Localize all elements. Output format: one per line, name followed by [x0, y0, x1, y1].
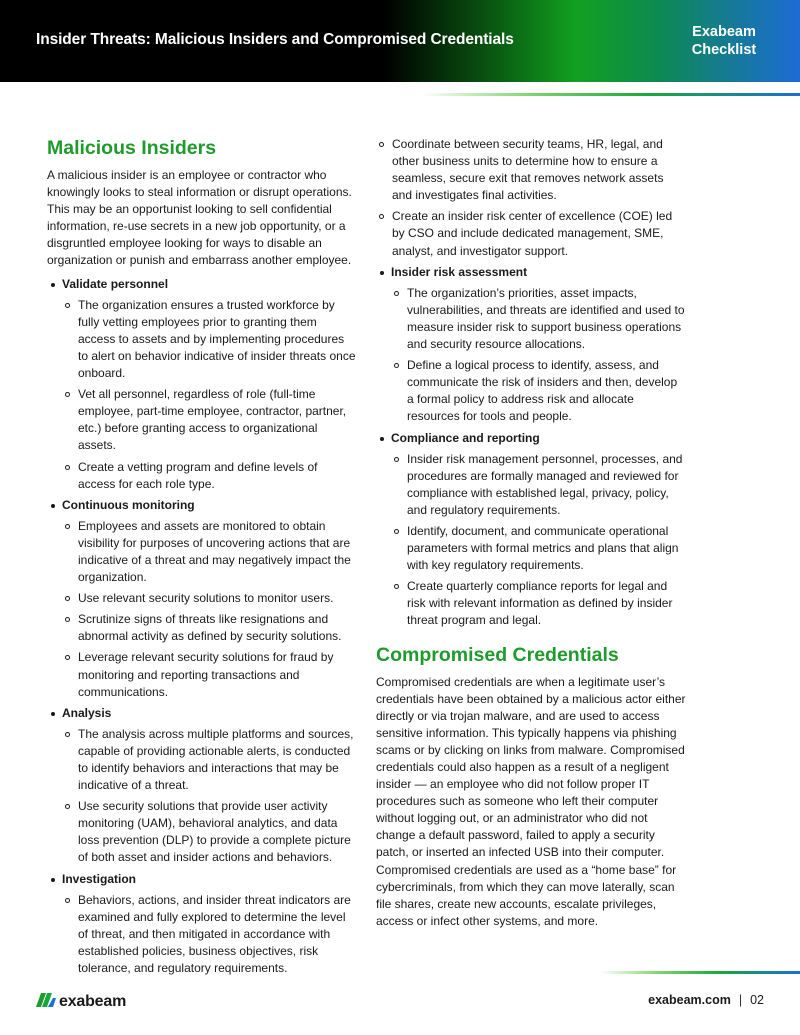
left-column — [47, 135, 357, 981]
accent-line-bottom — [600, 971, 800, 974]
sub-item: Create quarterly compliance reports for legal and risk with relevant information as defined by insider threat program and legal. — [391, 578, 686, 629]
checklist-item — [47, 276, 357, 493]
exabeam-mark-icon — [36, 993, 56, 1012]
sub-list — [391, 285, 686, 426]
sub-item: Insider risk management personnel, processes, and procedures are formally managed and reviewed for compliance with established legal, privacy, policy, and regulatory requirements. — [391, 451, 686, 519]
checklist-item — [376, 430, 686, 630]
sub-item: Behaviors, actions, and insider threat indicators are examined and fully explored to determine the level of threat, and then mitigated in accordance with established policies, business objectives, risk tolerance, and regulatory requirements. — [62, 892, 357, 977]
checklist-item-label: Investigation — [62, 871, 137, 886]
sub-list-continued — [376, 136, 686, 260]
website-link[interactable]: exabeam.com — [648, 993, 731, 1007]
checklist-item-label: Analysis — [62, 705, 112, 720]
sub-item: Create a vetting program and define levels of access for each role type. — [62, 459, 357, 493]
sub-item: The organization’s priorities, asset impacts, vulnerabilities, and threats are identified and used to measure insider risk to support business operations and security resource allocations. — [391, 285, 686, 353]
document-title: Insider Threats: Malicious Insiders and Compromised Credentials — [36, 31, 514, 48]
sub-item: The analysis across multiple platforms and sources, capable of providing actionable alerts, is conducted to identify behaviors and interactions that may be indicative of a threat. — [62, 726, 357, 794]
sub-item: Use security solutions that provide user activity monitoring (UAM), behavioral analytics, and data loss prevention (DLP) to provide a complete picture of both asset and insider actions and behaviors. — [62, 798, 357, 866]
checklist-item — [47, 705, 357, 867]
page-header — [0, 0, 800, 82]
checklist-item — [376, 264, 686, 426]
malicious-checklist-continued — [376, 264, 686, 630]
compromised-credentials-body: Compromised credentials are when a legitimate user’s credentials have been obtained by a malicious actor either directly or via trojan malware, and are used to access sensitive information. This typically happens via phishing scams or by clicking on links from malware. Compromised credentials could also happen as a result of a negligent insider — an employee who did not follow proper IT procedures such as someone who left their computer without logging out, or an administrator who did not change a default password, failed to apply a security patch, or inserted an infected USB into their computer. Compromised credentials are used as a “home base” for cybercriminals, from which they can move laterally, scan file shares, create new accounts, escalate privileges, access or infect other systems, and more. — [376, 674, 686, 928]
sub-item: Vet all personnel, regardless of role (full-time employee, part-time employee, contractor, partner, etc.) before granting access to organizational assets. — [62, 386, 357, 454]
sub-item: Employees and assets are monitored to obtain visibility for purposes of uncovering actions that are indicative of a threat and may negatively impact the organization. — [62, 518, 357, 586]
logo-wordmark: exabeam — [59, 993, 127, 1010]
sub-list — [391, 451, 686, 630]
sub-item: Create an insider risk center of excellence (COE) led by CSO and include dedicated management, SME, analyst, and investigator support. — [376, 208, 686, 259]
exabeam-logo[interactable] — [36, 993, 126, 1011]
checklist-item — [47, 497, 357, 701]
sub-item: Scrutinize signs of threats like resignations and abnormal activity as defined by security solutions. — [62, 611, 357, 645]
page-footer-info — [648, 993, 764, 1007]
malicious-checklist — [47, 276, 357, 978]
checklist-item-label: Validate personnel — [62, 276, 169, 291]
footer-separator: | — [738, 993, 743, 1007]
sub-item: Identify, document, and communicate operational parameters with formal metrics and plans that align with key regulatory requirements. — [391, 523, 686, 574]
checklist-item-label: Continuous monitoring — [62, 497, 195, 512]
badge-brand: Exabeam — [692, 24, 756, 40]
sub-list — [62, 518, 357, 701]
checklist-item-label: Insider risk assessment — [391, 264, 528, 279]
sub-list — [62, 892, 357, 977]
sub-list — [62, 297, 357, 493]
sub-item: Leverage relevant security solutions for fraud by monitoring and reporting transactions and communications. — [62, 649, 357, 700]
checklist-item — [47, 871, 357, 978]
sub-item: Define a logical process to identify, assess, and communicate the risk of insiders and then, develop a formal policy to address risk and allocate resources for tools and people. — [391, 357, 686, 425]
malicious-insiders-intro: A malicious insider is an employee or contractor who knowingly looks to steal information or disrupt operations. This may be an opportunist looking to sell confidential information, re-use secrets in a new job opportunity, or a disgruntled employee looking for ways to disable an organization or punish and embarrass another employee. — [47, 168, 352, 268]
page-number: 02 — [750, 993, 764, 1007]
checklist-badge — [684, 23, 764, 59]
right-column — [376, 136, 686, 936]
accent-line-top — [420, 93, 800, 96]
sub-item: The organization ensures a trusted workforce by fully vetting employees prior to granting them access to assets and by implementing procedures to alert on behavior indicative of insider threats once onboard. — [62, 297, 357, 382]
checklist-item-label: Compliance and reporting — [391, 430, 540, 445]
sub-item: Coordinate between security teams, HR, legal, and other business units to determine how to ensure a seamless, secure exit that removes network assets and investigates final activities. — [376, 136, 686, 204]
compromised-credentials-heading: Compromised Credentials — [376, 643, 619, 666]
badge-type: Checklist — [691, 42, 757, 58]
sub-list — [62, 726, 357, 867]
malicious-insiders-heading: Malicious Insiders — [47, 137, 217, 159]
sub-item: Use relevant security solutions to monitor users. — [62, 590, 357, 607]
